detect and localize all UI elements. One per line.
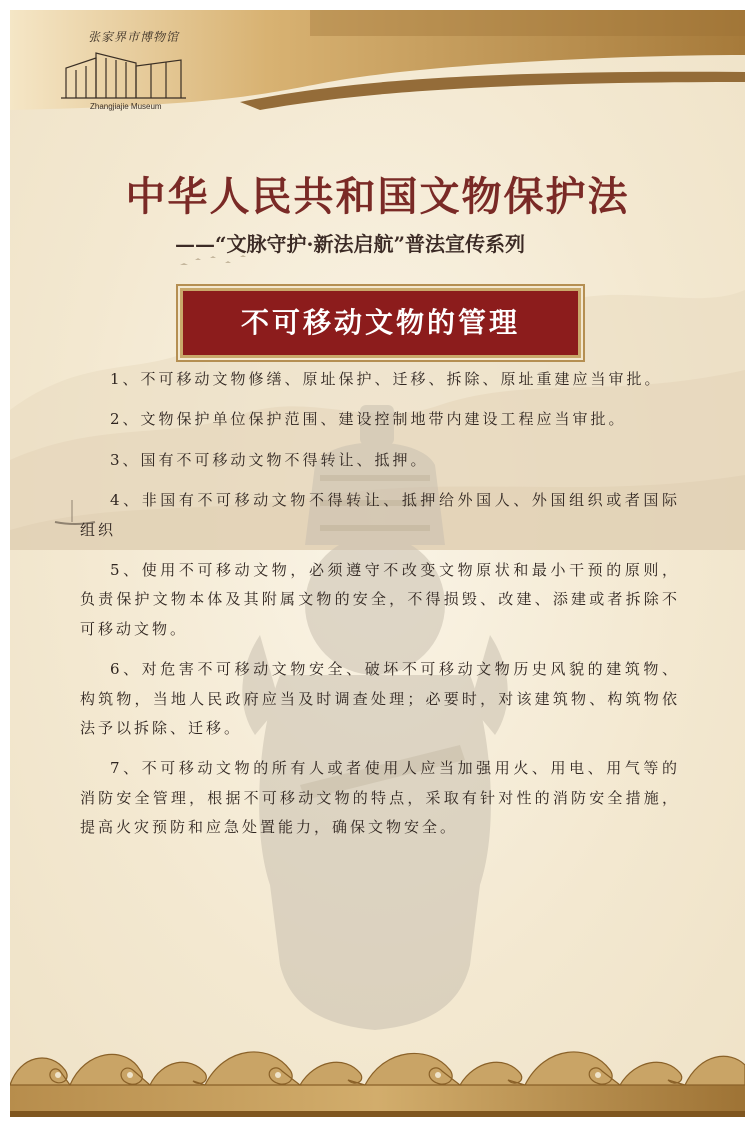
- article-item: 4、非国有不可移动文物不得转让、抵押给外国人、外国组织或者国际组织: [80, 491, 680, 539]
- article-body: [80, 365, 680, 854]
- article-item: 6、对危害不可移动文物安全、破坏不可移动文物历史风貌的建筑物、构筑物，当地人民政府应当及时调查处理；必要时，对该建筑物、构筑物依法予以拆除、迁移。: [80, 660, 680, 738]
- section-title: 不可移动文物的管理: [240, 306, 520, 339]
- article-item: 1、不可移动文物修缮、原址保护、迁移、拆除、原址重建应当审批。: [110, 370, 663, 388]
- wave-footer: [10, 1025, 745, 1117]
- page-title: 中华人民共和国文物保护法: [125, 173, 630, 220]
- article-item: 5、使用不可移动文物，必须遵守不改变文物原状和最小干预的原则，负责保护文物本体及其附属文物的安全，不得损毁、改建、添建或者拆除不可移动文物。: [80, 561, 680, 638]
- museum-name-en: Zhangjiajie Museum: [90, 102, 162, 111]
- article-item: 2、文物保护单位保护范围、建设控制地带内建设工程应当审批。: [110, 410, 627, 429]
- article-item: 3、国有不可移动文物不得转让、抵押。: [110, 450, 429, 469]
- poster: [10, 10, 745, 1117]
- page-subtitle: ——“文脉守护·新法启航”普法宣传系列: [175, 232, 525, 256]
- section-banner: [180, 288, 581, 358]
- museum-name-cn: 张家界市博物馆: [88, 30, 180, 44]
- article-item: 7、不可移动文物的所有人或者使用人应当加强用火、用电、用气等的消防安全管理，根据不可移动文物的特点，采取有针对性的消防安全措施，提高火灾预防和应急处置能力，确保文物安全。: [80, 759, 680, 837]
